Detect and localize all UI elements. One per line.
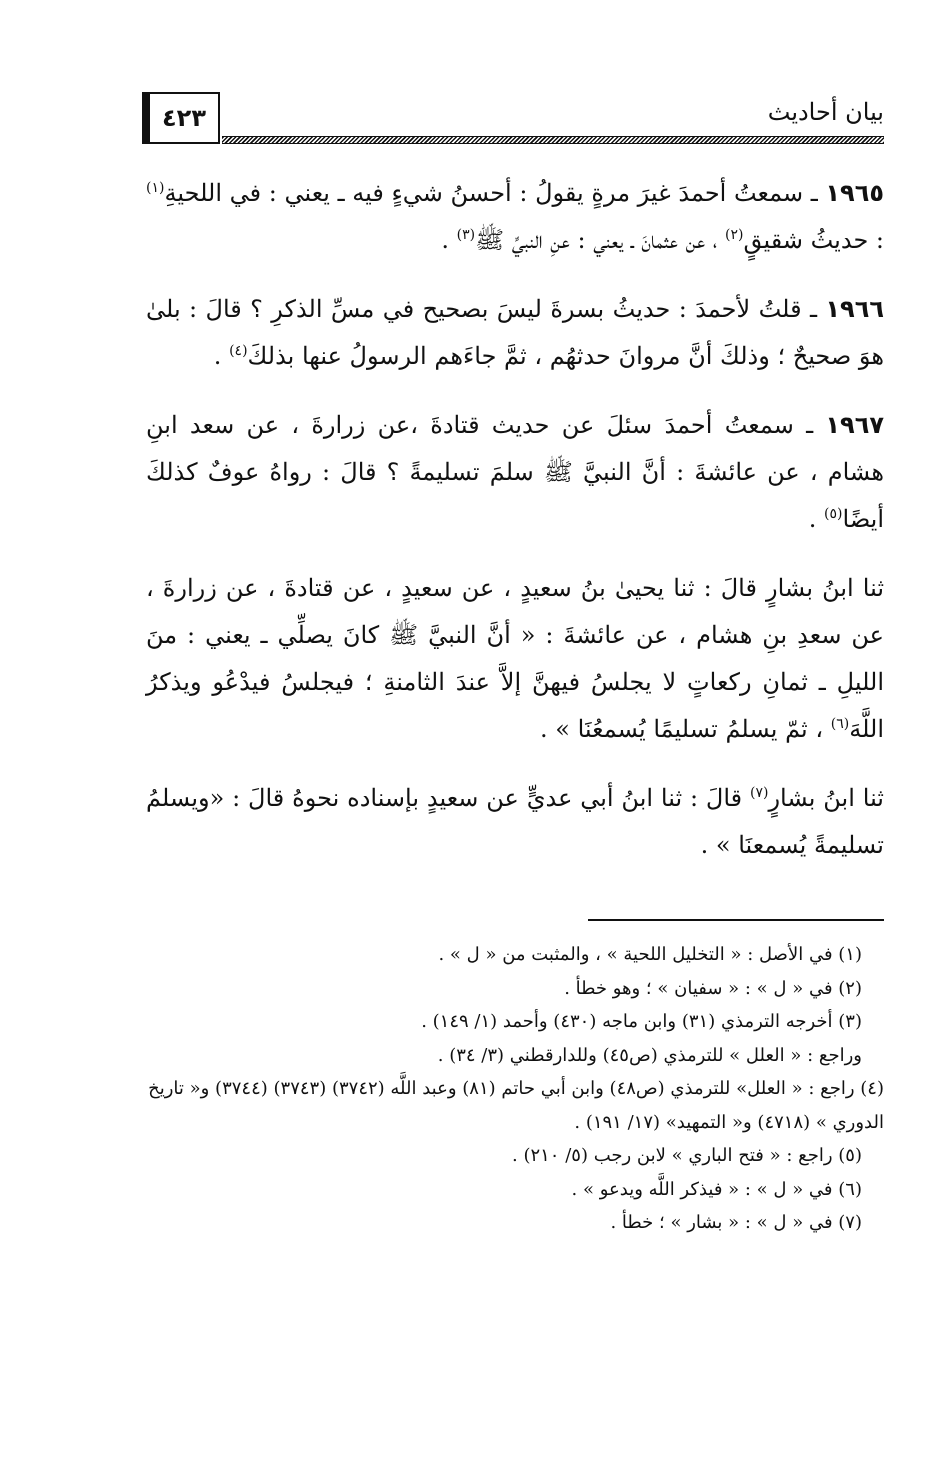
footnote: (٤) راجع : « العلل» للترمذي (ص٤٨) وابن أبي حاتم (٨١) وعبد اللَّه (٣٧٤٢) (٣٧٤٣) (٣٧٤٤) و« تاريخ الدوري » (٤٧١٨) و« التمهيد» (١٧/ ١٩١) . (148, 1078, 884, 1133)
narration-paragraph (146, 565, 884, 753)
entry-1967 (146, 402, 884, 543)
entry-text: ، عن عثمانَ ـ يعني : عنِ النبيِّ ﷺ (475, 226, 725, 254)
narration-text: ثنا ابنُ بشارٍ (768, 784, 884, 812)
footnote: (٢) في « ل » : « سفيان » ؛ وهو خطأ . (564, 977, 862, 999)
footnote: (٧) في « ل » : « بشار » ؛ خطأ . (610, 1212, 862, 1233)
footnote-ref: (٦) (830, 716, 850, 732)
entry-number: ١٩٦٧ (825, 411, 884, 439)
entry-text: : حديثُ شقيقٍ (743, 226, 884, 254)
page-header (148, 92, 884, 152)
footnote: (٦) في « ل » : « فيذكر اللَّه ويدعو » . (571, 1178, 862, 1200)
footnote-ref: (١) (146, 180, 165, 196)
entry-number: ١٩٦٥ (825, 179, 884, 207)
entry-text: ـ سمعتُ أحمدَ سئلَ عن حديث قتادةَ ،عن زرارةَ ، عن سعد ابنِ هشام ، عن عائشةَ : أنَّ النبيَّ ﷺ سلمَ تسليمةً ؟ قالَ : رواهُ عوفٌ كذلكَ أيضًا (146, 411, 884, 533)
entry-number: ١٩٦٦ (825, 295, 884, 323)
narration-text: ثنا ابنُ بشارٍ قالَ : ثنا يحيىٰ بنُ سعيدٍ ، عن سعيدٍ ، عن قتادةَ ، عن زرارةَ ، عن سعدِ بنِ هشام ، عن عائشةَ : « أنَّ النبيَّ ﷺ كانَ يصلِّي ـ يعني : منَ الليلِ ـ ثمانِ ركعاتٍ لا يجلسُ فيهنَّ إلاَّ عندَ الثامنةِ ؛ فيجلسُ فيدْعُو ويذكرُ اللَّهَ (146, 574, 884, 743)
entry-1965 (146, 170, 884, 264)
footnote-ref: (٤) (229, 343, 248, 359)
page-number: ٤٢٣ (148, 92, 220, 144)
entry-text: . (441, 226, 457, 254)
footnote: (٣) أخرجه الترمذي (٣١) وابن ماجه (٤٣٠) وأحمد (١/ ١٤٩) . (421, 1011, 862, 1032)
entry-text: . (808, 505, 825, 533)
entry-text: ـ سمعتُ أحمدَ غيرَ مرةٍ يقولُ : أحسنُ شيءٍ فيه ـ يعني : في اللحيةِ (164, 179, 826, 207)
entry-text: . (213, 342, 230, 370)
header-rule (222, 136, 884, 144)
entry-1966 (146, 286, 884, 380)
footnotes (146, 938, 884, 1240)
footnote-ref: (٥) (824, 506, 843, 522)
footnote: وراجع : « العلل » للترمذي (ص٤٥) وللدارقطني (٣/ ٣٤) . (437, 1044, 862, 1066)
footnote-ref: (٧) (749, 785, 769, 801)
footnote-ref: (٣) (456, 227, 476, 243)
footnote: (١) في الأصل : « التخليل اللحية » ، والمثبت من « ل » . (438, 944, 862, 965)
footnote-ref: (٢) (725, 227, 744, 243)
narration-paragraph (146, 775, 884, 869)
running-title: بيان أحاديث (767, 98, 884, 126)
footnote: (٥) راجع : « فتح الباري » لابن رجب (٥/ ٢١٠) . (512, 1145, 862, 1166)
main-text (146, 170, 884, 891)
footnote-separator (588, 919, 884, 921)
narration-text: ، ثمّ يسلمُ تسليمًا يُسمعُنَا » . (540, 715, 831, 743)
entry-text: ـ قلتُ لأحمدَ : حديثُ بسرةَ ليسَ بصحيح في مسِّ الذكرِ ؟ قالَ : بلىٰ هوَ صحيحٌ ؛ وذلكَ أنَّ مروانَ حدثهُم ، ثمَّ جاءَهم الرسولُ عنها بذلكَ (146, 295, 884, 370)
narration-text: قالَ : ثنا ابنُ أبي عديٍّ عن سعيدٍ بإسناده نحوهُ قالَ : «ويسلمُ تسليمةً يُسمعنَا » . (146, 784, 884, 859)
